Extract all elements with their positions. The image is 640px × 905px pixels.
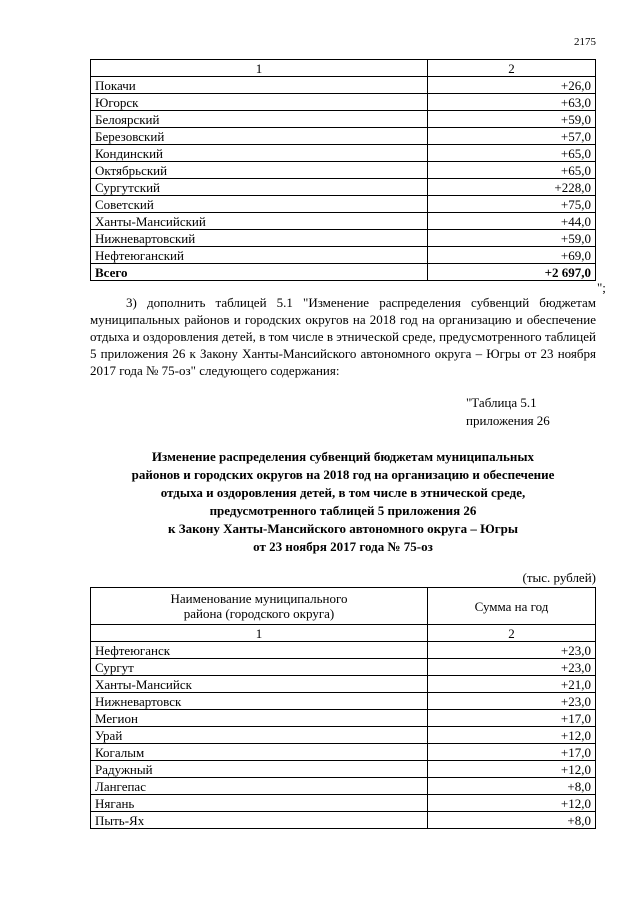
row-value: +75,0	[428, 196, 596, 213]
table-row	[91, 778, 596, 795]
row-value: +26,0	[428, 77, 596, 94]
table-row	[91, 812, 596, 829]
row-name: Советский	[91, 196, 428, 213]
row-value: +65,0	[428, 145, 596, 162]
table-row	[91, 162, 596, 179]
heading-line: от 23 ноября 2017 года № 75-оз	[253, 539, 433, 554]
table-2-sum-header: Сумма на год	[428, 588, 596, 625]
table-2-header-row	[91, 588, 596, 625]
table-row	[91, 145, 596, 162]
row-name: Пыть-Ях	[91, 812, 428, 829]
row-name: Радужный	[91, 761, 428, 778]
row-value: +17,0	[428, 744, 596, 761]
table-row	[91, 693, 596, 710]
row-name: Нягань	[91, 795, 428, 812]
row-name: Ханты-Мансийск	[91, 676, 428, 693]
table-2	[90, 587, 596, 829]
row-value: +17,0	[428, 710, 596, 727]
table-row	[91, 111, 596, 128]
table-row	[91, 744, 596, 761]
row-value: +8,0	[428, 778, 596, 795]
page-number: 2175	[574, 36, 596, 48]
row-value: +23,0	[428, 642, 596, 659]
row-value: +63,0	[428, 94, 596, 111]
table-reference-line-2: приложения 26	[466, 413, 550, 428]
row-name: Покачи	[91, 77, 428, 94]
table-row	[91, 761, 596, 778]
row-value: +59,0	[428, 230, 596, 247]
row-name: Когалым	[91, 744, 428, 761]
table-2-body	[91, 588, 596, 829]
row-value: +8,0	[428, 812, 596, 829]
table-1-closing-quote: ";	[597, 280, 606, 295]
table-1-col-2-header: 2	[428, 60, 596, 77]
row-name: Кондинский	[91, 145, 428, 162]
table-row	[91, 128, 596, 145]
row-name: Урай	[91, 727, 428, 744]
table-row	[91, 727, 596, 744]
row-name: Октябрьский	[91, 162, 428, 179]
row-value: +21,0	[428, 676, 596, 693]
row-value: +23,0	[428, 693, 596, 710]
table-row	[91, 196, 596, 213]
table-2-col-num-row	[91, 625, 596, 642]
table-row	[91, 94, 596, 111]
row-name: Березовский	[91, 128, 428, 145]
row-name: Югорск	[91, 94, 428, 111]
row-name: Сургут	[91, 659, 428, 676]
row-name: Всего	[91, 264, 428, 281]
table-2-col-2-num: 2	[428, 625, 596, 642]
table-row	[91, 676, 596, 693]
units-label: (тыс. рублей)	[522, 570, 596, 585]
table-row	[91, 659, 596, 676]
row-name: Мегион	[91, 710, 428, 727]
table-2-name-header: Наименование муниципального района (городского округа)	[91, 588, 428, 625]
table-1-header-row	[91, 60, 596, 77]
heading-line: отдыха и оздоровления детей, в том числе в этнической среде,	[160, 485, 526, 500]
row-value: +44,0	[428, 213, 596, 230]
heading-line: предусмотренного таблицей 5 приложения 26	[209, 503, 477, 518]
table-reference	[466, 394, 550, 430]
table-1-body	[91, 60, 596, 281]
table-heading	[90, 448, 596, 556]
row-value: +65,0	[428, 162, 596, 179]
table-row	[91, 230, 596, 247]
heading-line: районов и городских округов на 2018 год на организацию и обеспечение	[131, 467, 555, 482]
table-2-col-1-num: 1	[91, 625, 428, 642]
row-name: Ханты-Мансийский	[91, 213, 428, 230]
total-row	[91, 264, 596, 281]
row-value: +228,0	[428, 179, 596, 196]
row-value: +23,0	[428, 659, 596, 676]
table-row	[91, 179, 596, 196]
table-1	[90, 59, 596, 281]
row-value: +69,0	[428, 247, 596, 264]
table-row	[91, 795, 596, 812]
amendment-paragraph: 3) дополнить таблицей 5.1 "Изменение распределения субвенций бюджетам муниципальных районов и городских округов на 2018 год на организацию и обеспечение отдыха и оздоровления детей, в том числе в этнической среде, предусмотренного таблицей 5 приложения 26 к Закону Ханты-Мансийского автономного округа – Югры от 23 ноября 2017 года № 75-оз" следующего содержания:	[90, 295, 596, 378]
heading-line: к Закону Ханты-Мансийского автономного округа – Югры	[167, 521, 519, 536]
row-name: Нижневартовск	[91, 693, 428, 710]
table-reference-line-1: "Таблица 5.1	[466, 395, 537, 410]
row-value: +57,0	[428, 128, 596, 145]
table-row	[91, 77, 596, 94]
table-row	[91, 642, 596, 659]
table-row	[91, 213, 596, 230]
table-1-col-1-header: 1	[91, 60, 428, 77]
row-value: +2 697,0	[428, 264, 596, 281]
row-name: Нижневартовский	[91, 230, 428, 247]
table-row	[91, 710, 596, 727]
row-name: Нефтеюганск	[91, 642, 428, 659]
row-name: Белоярский	[91, 111, 428, 128]
row-value: +12,0	[428, 727, 596, 744]
row-name: Лангепас	[91, 778, 428, 795]
row-value: +59,0	[428, 111, 596, 128]
heading-line: Изменение распределения субвенций бюджетам муниципальных	[151, 449, 535, 464]
row-name: Сургутский	[91, 179, 428, 196]
table-row	[91, 247, 596, 264]
row-value: +12,0	[428, 761, 596, 778]
row-name: Нефтеюганский	[91, 247, 428, 264]
row-value: +12,0	[428, 795, 596, 812]
